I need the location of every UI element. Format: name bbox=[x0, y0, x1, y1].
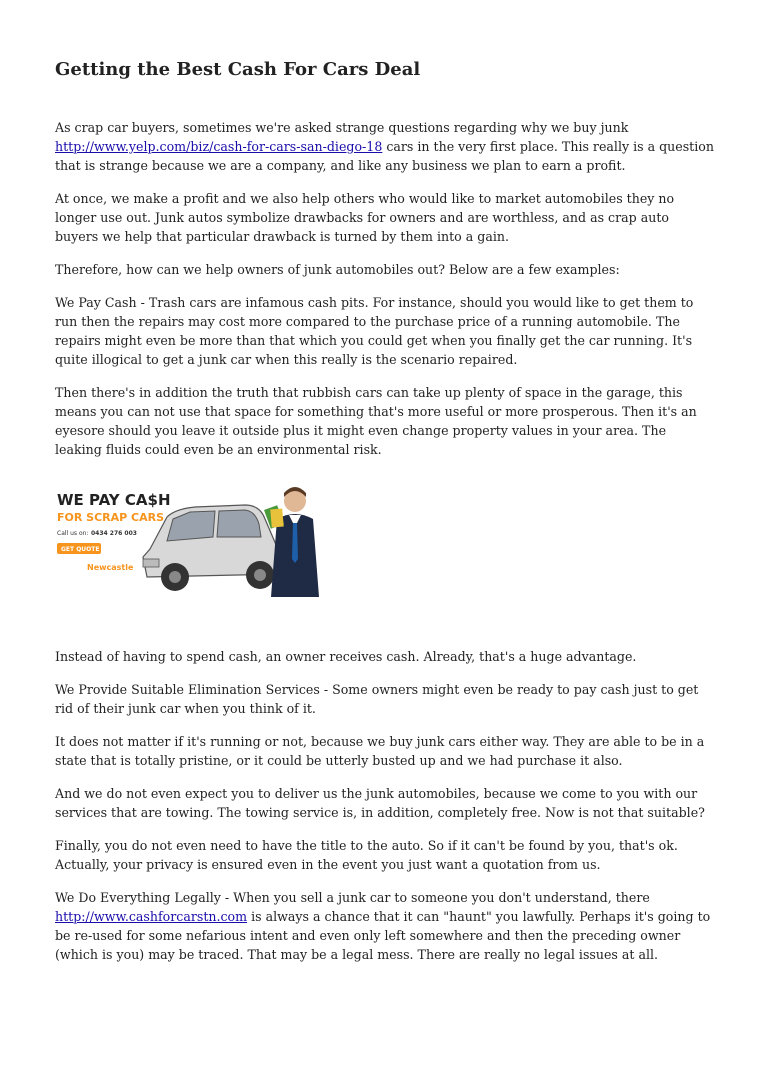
document-page bbox=[55, 58, 715, 978]
ad-quote-button: GET QUOTE > bbox=[61, 546, 107, 553]
ad-phone: 0434 276 003 bbox=[91, 530, 137, 537]
yelp-link[interactable]: http://www.yelp.com/biz/cash-for-cars-san-diego-18 bbox=[55, 139, 383, 154]
paragraph-legal bbox=[55, 888, 715, 964]
paragraph-text: As crap car buyers, sometimes we're asked strange questions regarding why we buy junk bbox=[55, 120, 629, 135]
paragraph-text: We Do Everything Legally - When you sell a junk car to someone you don't understand, there bbox=[55, 890, 650, 905]
paragraph-intro bbox=[55, 118, 715, 175]
ad-subheadline: FOR SCRAP CARS bbox=[57, 511, 165, 524]
paragraph-space: Then there's in addition the truth that rubbish cars can take up plenty of space in the garage, this means you can not use that space for something that's more useful or more prosperous. Then it's an eyesore should you leave it outside plus it might even change property values in your area. The leaking fluids could even be an environmental risk. bbox=[55, 385, 697, 457]
ad-headline: WE PAY CA$H bbox=[57, 491, 171, 509]
cash-for-cars-ad-image bbox=[55, 479, 325, 599]
paragraph-text: cars in the very first place. This really is a question that is strange because we are a company, and like any business we plan to earn a profit. bbox=[55, 139, 714, 173]
ad-phone-label: Call us on: bbox=[57, 530, 89, 537]
paragraph-advantage: Instead of having to spend cash, an owner receives cash. Already, that's a huge advantage. bbox=[55, 649, 637, 664]
ad-location: Newcastle bbox=[87, 563, 134, 572]
paragraph-running: It does not matter if it's running or not, because we buy junk cars either way. They are able to be in a state that is totally pristine, or it could be utterly busted up and we had purchase it also. bbox=[55, 734, 705, 768]
paragraph-examples: Therefore, how can we help owners of junk automobiles out? Below are a few examples: bbox=[55, 262, 620, 277]
page-title: Getting the Best Cash For Cars Deal bbox=[55, 59, 421, 80]
paragraph-text: is always a chance that it can "haunt" you lawfully. Perhaps it's going to be re-used for some nefarious intent and even only left somewhere and then the preceding owner (which is you) may be traced. That may be a legal mess. There are really no legal issues at all. bbox=[55, 909, 711, 962]
ad-graphic bbox=[55, 479, 325, 599]
paragraph-elimination: We Provide Suitable Elimination Services - Some owners might even be ready to pay cash just to get rid of their junk car when you think of it. bbox=[55, 682, 699, 716]
paragraph-towing: And we do not even expect you to deliver us the junk automobiles, because we come to you with our services that are towing. The towing service is, in addition, completely free. Now is not that suitable? bbox=[55, 786, 705, 820]
paragraph-profit: At once, we make a profit and we also help others who would like to market automobiles they no longer use out. Junk autos symbolize drawbacks for owners and are worthless, and as crap auto buyers we help that particular drawback is turned by them into a gain. bbox=[55, 191, 675, 244]
car-illustration bbox=[143, 505, 285, 591]
paragraph-we-pay-cash: We Pay Cash - Trash cars are infamous cash pits. For instance, should you would like to get them to run then the repairs may cost more compared to the purchase price of a running automobile. The repairs might even be more than that which you could get when you finally get the car running. It's quite illogical to get a junk car when this really is the scenario repaired. bbox=[55, 295, 694, 367]
cashforcarstn-link[interactable]: http://www.cashforcarstn.com bbox=[55, 909, 248, 924]
paragraph-title: Finally, you do not even need to have the title to the auto. So if it can't be found by you, that's ok. Actually, your privacy is ensured even in the event you just want a quotation from us. bbox=[55, 838, 678, 872]
